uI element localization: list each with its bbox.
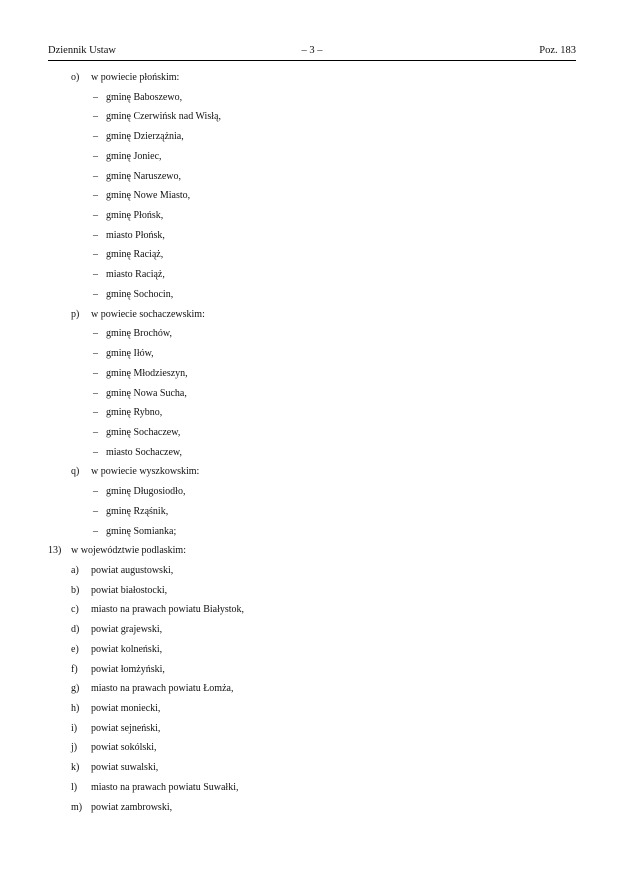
list-label: h) (71, 703, 80, 714)
list-item-dash (0, 245, 628, 265)
list-item-text: powiat sokólski, (91, 742, 157, 754)
list-item-dash (0, 423, 628, 443)
list-item-dash (0, 127, 628, 147)
list-item-text: miasto na prawach powiatu Białystok, (91, 604, 245, 616)
list-item-text: gminę Rząśnik, (106, 505, 169, 517)
list-item-text: powiat kolneński, (91, 643, 163, 655)
list-label: o) (71, 72, 80, 83)
list-dash: – (93, 328, 98, 340)
list-item-text: gminę Nowa Sucha, (106, 387, 187, 399)
list-item-text: gminę Rybno, (106, 407, 163, 419)
list-item-lettered (0, 581, 628, 601)
list-item-lettered (0, 778, 628, 798)
list-item-dash (0, 206, 628, 226)
list-item-dash (0, 226, 628, 246)
list-item-dash (0, 443, 628, 463)
list-item-dash (0, 364, 628, 384)
list-label: m) (71, 801, 83, 813)
list-dash: – (93, 190, 98, 202)
list-label: f) (71, 663, 78, 675)
list-label: d) (71, 624, 80, 636)
list-item-dash (0, 403, 628, 423)
list-item-text: gminę Baboszewo, (106, 91, 183, 103)
list-label: p) (71, 308, 80, 320)
list-dash: – (93, 229, 98, 241)
list-dash: – (93, 525, 98, 537)
list-item-lettered (0, 462, 628, 482)
list-item-text: powiat białostocki, (91, 584, 168, 596)
list-item-text: gminę Dzierzążnia, (106, 131, 184, 143)
list-label: a) (71, 564, 79, 576)
list-item-text: w powiecie wyszkowskim: (91, 466, 200, 478)
list-label: e) (71, 643, 79, 655)
list-item-text: gminę Naruszewo, (106, 170, 181, 182)
list-item-dash (0, 186, 628, 206)
list-item-text: miasto na prawach powiatu Suwałki, (91, 781, 239, 793)
list-dash: – (93, 91, 98, 103)
list-label: q) (71, 466, 80, 478)
list-item-dash (0, 384, 628, 404)
list-dash: – (93, 170, 98, 182)
list-dash: – (93, 288, 98, 300)
list-item-text: miasto Płońsk, (106, 229, 165, 241)
list-item-dash (0, 88, 628, 108)
list-item-dash (0, 167, 628, 187)
list-item-lettered (0, 600, 628, 620)
list-dash: – (93, 505, 98, 517)
list-dash: – (93, 446, 98, 458)
list-item-text: gminę Młodzieszyn, (106, 367, 188, 379)
list-label: c) (71, 604, 79, 616)
list-item-text: miasto na prawach powiatu Łomża, (91, 683, 234, 695)
list-item-dash (0, 502, 628, 522)
list-dash: – (93, 131, 98, 143)
list-item-text: gminę Somianka; (106, 525, 177, 537)
list-label: l) (71, 781, 78, 793)
list-item-dash (0, 324, 628, 344)
list-item-text: gminę Sochocin, (106, 288, 174, 300)
page-header (48, 44, 576, 61)
list-item-numbered (0, 541, 628, 561)
list-item-lettered (0, 620, 628, 640)
list-label: i) (71, 722, 78, 734)
journal-title: Dziennik Ustaw (48, 45, 116, 56)
list-item-lettered (0, 561, 628, 581)
list-dash: – (93, 111, 98, 123)
list-item-lettered (0, 738, 628, 758)
list-item-text: powiat łomżyński, (91, 663, 165, 675)
list-item-text: miasto Raciąż, (106, 269, 165, 281)
list-item-dash (0, 265, 628, 285)
list-dash: – (93, 407, 98, 419)
list-item-lettered (0, 758, 628, 778)
list-dash: – (93, 249, 98, 261)
position-number: Poz. 183 (539, 45, 576, 56)
list-item-lettered (0, 640, 628, 660)
list-dash: – (93, 150, 98, 162)
list-item-text: gminę Iłów, (106, 348, 154, 360)
list-item-lettered (0, 798, 628, 818)
list-dash: – (93, 367, 98, 379)
list-item-dash (0, 107, 628, 127)
list-item-text: gminę Czerwińsk nad Wisłą, (106, 111, 221, 123)
list-item-text: gminę Długosiodło, (106, 486, 186, 498)
list-item-text: powiat suwalski, (91, 762, 159, 774)
list-item-text: powiat augustowski, (91, 564, 174, 576)
list-label: 13) (48, 545, 62, 557)
page-number: – 3 – (301, 45, 323, 56)
list-dash: – (93, 426, 98, 438)
list-item-text: gminę Sochaczew, (106, 426, 181, 438)
list-item-text: powiat grajewski, (91, 624, 163, 636)
list-item-text: miasto Sochaczew, (106, 446, 182, 458)
list-item-text: gminę Raciąż, (106, 249, 164, 261)
list-dash: – (93, 348, 98, 360)
list-item-lettered (0, 699, 628, 719)
list-item-lettered (0, 679, 628, 699)
list-item-text: powiat sejneński, (91, 722, 161, 734)
list-label: b) (71, 584, 80, 596)
list-item-text: gminę Joniec, (106, 150, 162, 162)
document-body (0, 68, 628, 817)
list-item-dash (0, 482, 628, 502)
list-dash: – (93, 387, 98, 399)
list-item-dash (0, 147, 628, 167)
list-item-text: gminę Nowe Miasto, (106, 190, 191, 202)
list-item-text: gminę Brochów, (106, 328, 173, 340)
list-dash: – (93, 210, 98, 222)
list-item-text: w powiecie sochaczewskim: (91, 308, 205, 320)
list-item-text: w województwie podlaskim: (71, 545, 186, 557)
list-item-text: w powiecie płońskim: (91, 72, 180, 83)
list-item-dash (0, 344, 628, 364)
list-label: j) (71, 742, 78, 754)
list-item-dash (0, 285, 628, 305)
list-item-lettered (0, 305, 628, 325)
list-dash: – (93, 269, 98, 281)
list-label: g) (71, 683, 80, 695)
list-item-text: powiat zambrowski, (91, 801, 173, 813)
list-label: k) (71, 762, 80, 774)
list-item-dash (0, 522, 628, 542)
list-item-lettered (0, 68, 628, 88)
list-item-lettered (0, 719, 628, 739)
list-dash: – (93, 486, 98, 498)
list-item-lettered (0, 660, 628, 680)
list-item-text: powiat moniecki, (91, 703, 161, 714)
list-item-text: gminę Płońsk, (106, 210, 164, 222)
